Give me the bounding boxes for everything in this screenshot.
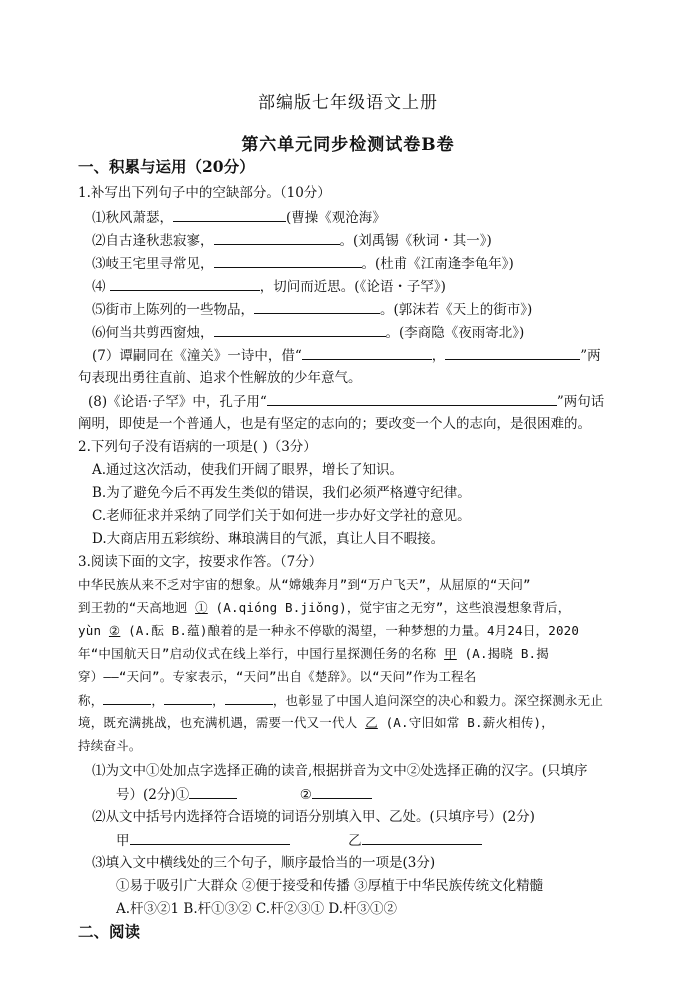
passage-text: 年“中国航天日”启动仪式在线上举行，中国行星探测任务的名称 — [78, 646, 437, 661]
sub-question-2-answers — [116, 831, 482, 850]
passage-line — [78, 599, 570, 617]
passage-line: 穿）——“天问”。专家表示，“天问”出自《楚辞》。以“天问”作为工程名 — [78, 669, 477, 684]
list-item — [92, 277, 446, 296]
mark-jia: 甲 — [444, 646, 457, 661]
item-continuation: 阐明，即使是一个普通人，也是有坚定的志向的；要改变一个人的志向，是很困难的。 — [78, 416, 591, 432]
passage-line: 中华民族从来不乏对宇宙的想象。从“嫦娥奔月”到“万户飞天”，从屈原的“天问” — [78, 577, 531, 592]
passage-line — [78, 714, 554, 732]
answer-blank[interactable] — [164, 691, 212, 705]
answer-blank[interactable] — [445, 346, 580, 360]
section-heading: 二、阅读 — [78, 922, 141, 941]
sub-question-3-items: ①易于吸引广大群众 ②便于接受和传播 ③厚植于中华民族传统文化精髓 — [116, 878, 544, 894]
item-text: ， — [431, 348, 446, 364]
item-text: ② — [299, 787, 312, 803]
item-text: ⑴秋风萧瑟， — [92, 210, 173, 226]
item-text: (曹操《观沧海》 — [286, 210, 386, 226]
item-text: (8)《论语·子罕》中，孔子用“ — [88, 394, 267, 410]
passage-line: 持续奋斗。 — [78, 738, 142, 753]
passage-text: 境，既充满挑战，也充满机遇，需要一代又一代人 — [78, 715, 358, 730]
passage-text: (A.揭晓 B.揭 — [464, 646, 549, 661]
sub-question-3: ⑶填入文中横线处的三个句子，顺序最恰当的一项是(3分) — [92, 855, 436, 871]
item-text: 。(杜甫《江南逢李龟年》) — [361, 256, 514, 272]
sub-question-2: ⑵从文中括号内选择符合语境的词语分别填入甲、乙处。(只填序号）(2分) — [92, 809, 535, 825]
passage-text: (A.酝 B.蕴)酿着的是一种永不停歇的渴望，一种梦想的力量。4月24日，2020 — [128, 623, 580, 638]
answer-blank[interactable] — [225, 691, 273, 705]
item-text: ⑸街市上陈列的一些物品， — [92, 302, 254, 318]
answer-blank[interactable] — [312, 785, 372, 799]
page-subtitle: 第六单元同步检测试卷B卷 — [241, 135, 455, 155]
answer-blank[interactable] — [267, 392, 557, 406]
passage-text: 称， — [78, 693, 104, 708]
list-item — [92, 346, 601, 365]
item-text: (7）谭嗣同在《潼关》一诗中，借“ — [92, 348, 302, 364]
item-text: ⑹何当共剪西窗烛， — [92, 325, 214, 341]
item-text: 。(郭沫若《天上的街市》) — [380, 302, 533, 318]
answer-blank[interactable] — [214, 323, 386, 337]
answer-blank[interactable] — [110, 277, 260, 291]
answer-blank[interactable] — [130, 831, 290, 845]
mark-2: ② — [108, 623, 121, 638]
list-item — [92, 323, 524, 342]
passage-line — [78, 691, 603, 710]
item-text: ”两 — [580, 348, 601, 364]
list-item — [92, 254, 514, 273]
passage-line — [78, 645, 549, 663]
answer-blank[interactable] — [254, 300, 380, 314]
option-a: A.通过这次活动，使我们开阔了眼界，增长了知识。 — [92, 462, 404, 478]
mark-1: ① — [195, 600, 208, 615]
answer-blank[interactable] — [214, 231, 340, 245]
answer-blank[interactable] — [173, 208, 286, 222]
option-d: D.大商店用五彩缤纷、琳琅满目的气派，真让人目不暇接。 — [92, 531, 445, 547]
item-text: 甲 — [116, 833, 130, 849]
passage-text: ， — [151, 693, 165, 708]
item-text: 号）(2分)① — [116, 787, 190, 803]
option-b: B.为了避免今后不再发生类似的错误，我们必须严格遵守纪律。 — [92, 485, 471, 501]
item-text: 。(李商隐《夜雨寄北》) — [385, 325, 525, 341]
passage-text: ， — [212, 693, 225, 708]
list-item — [92, 231, 492, 250]
answer-blank[interactable] — [214, 254, 362, 268]
item-text: 乙 — [348, 833, 362, 849]
passage-text: 到王勃的“天高地迥 — [78, 600, 188, 615]
question-stem: 3.阅读下面的文字，按要求作答。（7分） — [78, 554, 323, 570]
passage-line — [78, 622, 579, 640]
item-text: ⑶岐王宅里寻常见， — [92, 256, 214, 272]
passage-text: (A.守旧如常 B.薪火相传)， — [385, 715, 554, 730]
passage-text: (A.qióng B.jiǒng)，觉宇宙之无穷”，这些浪漫想象背后， — [215, 600, 571, 615]
item-text: ⑷ — [92, 279, 106, 295]
passage-text: ，也彰显了中国人追问深空的决心和毅力。深空探测永无止 — [272, 693, 604, 708]
question-stem: 1.补写出下列句子中的空缺部分。（10分） — [78, 185, 331, 201]
answer-blank[interactable] — [189, 785, 237, 799]
item-text: ，切问而近思。(《论语・子罕》) — [259, 279, 446, 295]
sub-question-1: ⑴为文中①处加点字选择正确的读音,根据拼音为文中②处选择正确的汉字。(只填序 — [92, 763, 588, 779]
page-title: 部编版七年级语文上册 — [258, 93, 438, 113]
item-continuation: 句表现出勇往直前、追求个性解放的少年意气。 — [78, 370, 362, 386]
answer-blank[interactable] — [362, 831, 482, 845]
list-item — [92, 300, 532, 319]
option-c: C.老师征求并采纳了同学们关于如何进一步办好文学社的意见。 — [92, 508, 471, 524]
list-item — [92, 208, 386, 227]
list-item — [88, 392, 604, 411]
passage-text: yùn — [78, 623, 102, 638]
sub-question-1-answers — [116, 785, 372, 804]
answer-blank[interactable] — [302, 346, 432, 360]
item-text: ⑵自古逢秋悲寂寥， — [92, 233, 214, 249]
section-heading: 一、积累与运用（20分） — [78, 157, 255, 176]
item-text: 。(刘禹锡《秋词・其一》) — [339, 233, 492, 249]
answer-blank[interactable] — [103, 691, 151, 705]
item-text: ”两句话 — [556, 394, 605, 410]
question-stem: 2.下列句子没有语病的一项是( )（3分） — [78, 439, 317, 455]
mark-yi: 乙 — [365, 715, 378, 730]
sub-question-3-options: A.杆③②1 B.杆①③② C.杆②③① D.杆③①② — [116, 901, 397, 917]
